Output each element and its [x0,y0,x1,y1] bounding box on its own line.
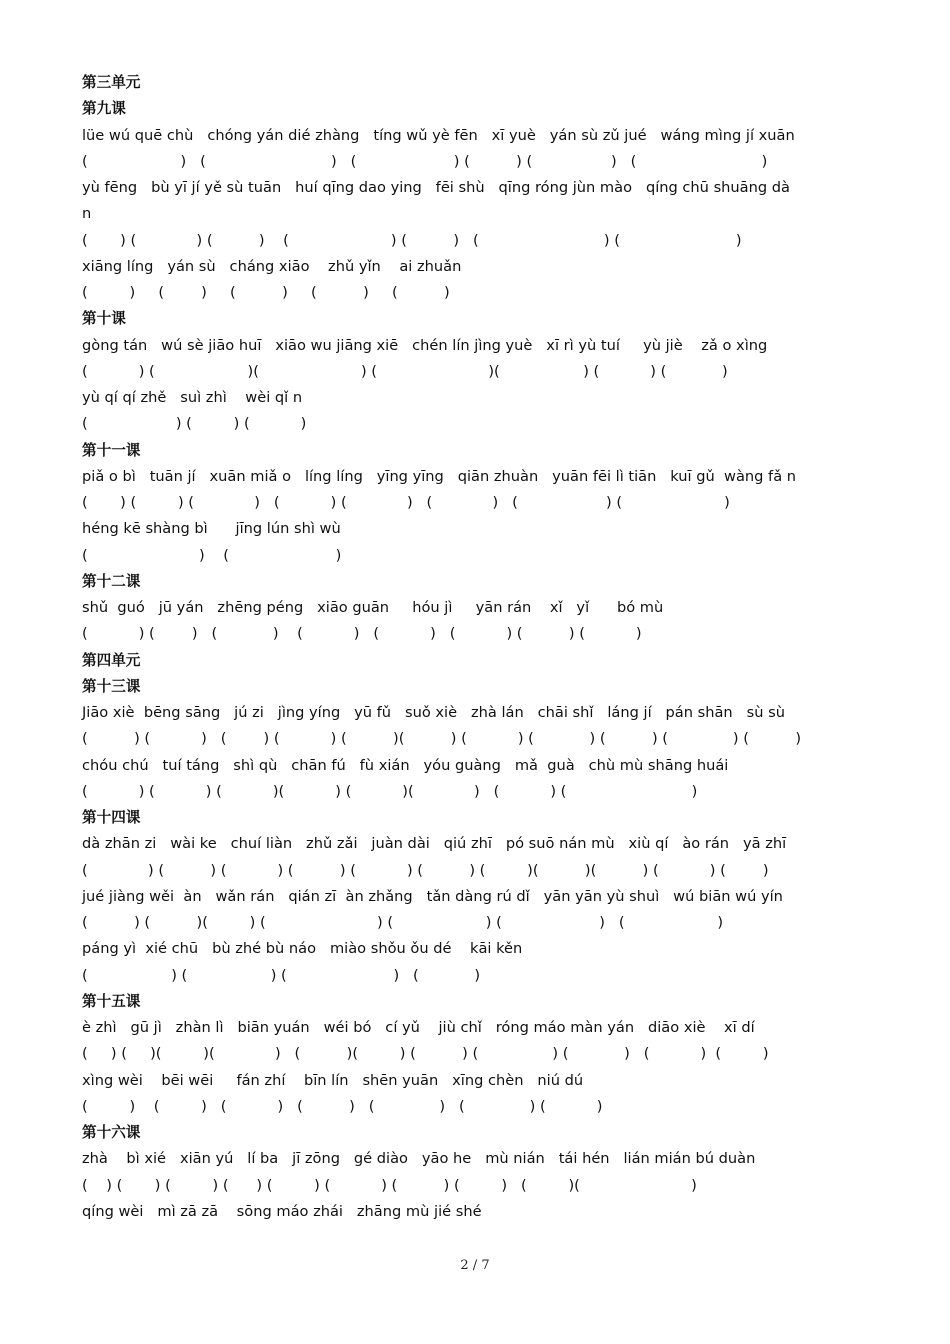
answer-blanks-line: ( ) ( ) ( ) ( ) ( ) [82,284,450,301]
answer-blanks-line: ( ) ( ) ( ) ( ) ( )( ) ( ) ( ) ( ) ( ) ( ) [82,730,802,748]
section-heading: 第十六课 [82,1124,141,1141]
section-heading: 第十五课 [82,992,141,1010]
pinyin-line: xìng wèi bēi wēi fán zhí bīn lín shēn yuān xīng chèn niú dú [82,1071,584,1089]
section-heading: 第十四课 [82,809,141,826]
section-heading: 第十三课 [82,677,141,695]
answer-blanks-line: ( ) ( ) [82,546,342,564]
answer-blanks-line: ( ) ( ) ( ) ( ) ( ) ( ) ( ) [82,1097,603,1115]
answer-blanks-line: ( ) ( )( ) ( )( ) ( ) ( ) [82,362,728,380]
pinyin-line: yù qí qí zhě suì zhì wèi qǐ n [82,389,303,406]
pinyin-line: chóu chú tuí táng shì qù chān fú fù xián yóu guàng mǎ guà chù mù shāng huái [82,756,729,774]
page-number: 2 / 7 [460,1258,490,1273]
pinyin-line: Jiāo xiè bēng sāng jú zi jìng yíng yū fǔ suǒ xiè zhà lán chāi shǐ láng jí pán shān sù sù [82,704,785,721]
pinyin-line: n [82,205,92,223]
answer-blanks-line: ( ) ( )( )( ) ( )( ) ( ) ( ) ( ) ( ) ( ) [82,1045,769,1063]
answer-blanks-line: ( ) ( ) ( )( ) ( )( ) ( ) ( ) [82,782,698,800]
pinyin-line: jué jiàng wěi àn wǎn rán qián zī àn zhǎng tǎn dàng rú dǐ yān yān yù shuì wú biān wú yín [82,887,783,905]
answer-blanks-line: ( ) ( ) ( ) ( ) ( ) ( ) [82,152,768,170]
section-heading: 第十二课 [82,572,141,590]
pinyin-line: xiāng líng yán sù cháng xiāo zhǔ yǐn ai zhuǎn [82,257,462,275]
pinyin-line: lüe wú quē chù chóng yán dié zhàng tíng wǔ yè fēn xī yuè yán sù zǔ jué wáng mìng jí xuān [82,126,795,144]
pinyin-line: zhà bì xié xiān yú lí ba jī zōng gé diào yāo he mù nián tái hén lián mián bú duàn [82,1150,756,1168]
pinyin-line: piǎ o bì tuān jí xuān miǎ o líng líng yīng yīng qiān zhuàn yuān fēi lì tiān kuī gǔ wàng fǎ n [82,467,797,485]
section-heading: 第十课 [82,310,126,328]
section-heading: 第四单元 [82,651,141,669]
pinyin-line: héng kē shàng bì jīng lún shì wù [82,520,341,538]
answer-blanks-line: ( ) ( ) ( ) ( ) ( ) ( ) ( ) ( ) [82,494,730,511]
answer-blanks-line: ( ) ( ) ( ) ( ) ( ) ( ) ( ) [82,231,742,249]
pinyin-line: páng yì xié chū bù zhé bù náo miào shǒu ǒu dé kāi kěn [82,940,523,958]
answer-blanks-line: ( ) ( ) ( ) ( ) ( ) ( ) ( )( )( ) ( ) ( ) [82,861,769,879]
pinyin-line: shǔ guó jū yán zhēng péng xiāo guān hóu jì yān rán xǐ yǐ bó mù [82,599,664,616]
answer-blanks-line: ( ) ( ) ( ) ( ) ( ) ( ) ( ) ( ) ( )( ) [82,1176,697,1194]
document-page [82,70,882,1225]
pinyin-line: è zhì gū jì zhàn lì biān yuán wéi bó cí yǔ jiù chǐ róng máo màn yán diāo xiè xī dí [82,1019,755,1036]
pinyin-line: yù fēng bù yī jí yě sù tuān huí qīng dao ying fēi shù qīng róng jùn mào qíng chū shuāng dà [82,179,790,196]
answer-blanks-line: ( ) ( )( ) ( ) ( ) ( ) ( ) [82,914,724,931]
answer-blanks-line: ( ) ( ) ( ) ( ) ( ) ( ) ( ) ( ) [82,625,642,643]
section-heading: 第十一课 [82,441,141,459]
answer-blanks-line: ( ) ( ) ( ) [82,415,307,433]
pinyin-line: gòng tán wú sè jiāo huī xiāo wu jiāng xiē chén lín jìng yuè xī rì yù tuí yù jiè zǎ o xìng [82,336,768,354]
answer-blanks-line: ( ) ( ) ( ) ( ) [82,966,481,984]
pinyin-line: qíng wèi mì zā zā sōng máo zhái zhāng mù jié shé [82,1202,482,1220]
section-heading: 第三单元 [82,74,141,91]
section-heading: 第九课 [82,100,126,118]
pinyin-line: dà zhān zi wài ke chuí liàn zhǔ zǎi juàn dài qiú zhī pó suō nán mù xiù qí ào rán yā zhī [82,835,787,853]
